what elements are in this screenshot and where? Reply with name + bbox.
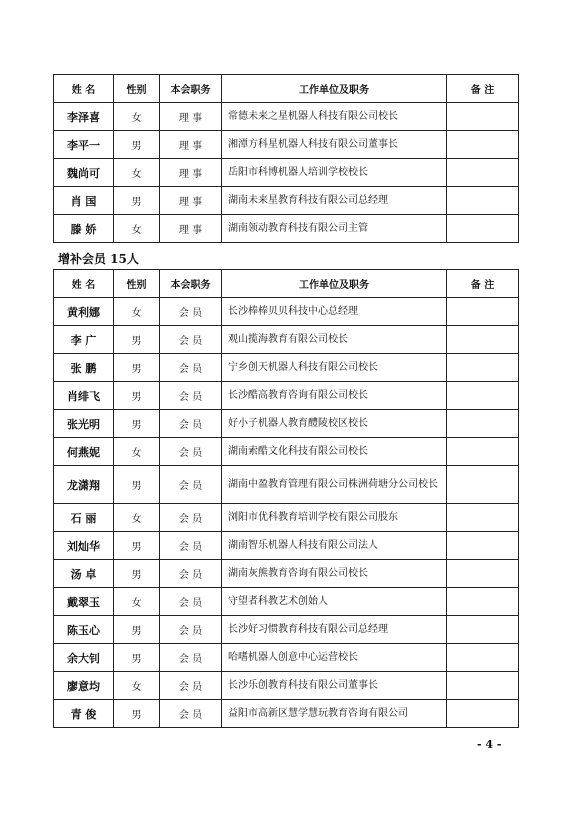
member-role: 理 事 (160, 215, 222, 243)
member-role: 会 员 (160, 532, 222, 560)
member-note (447, 354, 519, 382)
member-gender: 男 (114, 354, 160, 382)
member-org: 哈嗜机器人创意中心运营校长 (222, 644, 447, 672)
member-org: 湖南未来星教育科技有限公司总经理 (222, 187, 447, 215)
table-row (54, 103, 519, 131)
table-row (54, 438, 519, 466)
member-org: 浏阳市优科教育培训学校有限公司股东 (222, 504, 447, 532)
section-title: 增补会员 15人 (58, 252, 139, 266)
member-org: 湘潭方科星机器人科技有限公司董事长 (222, 131, 447, 159)
member-role: 会 员 (160, 298, 222, 326)
member-name: 廖意均 (54, 672, 114, 700)
member-note (447, 700, 519, 728)
member-note (447, 187, 519, 215)
member-org: 湖南中盈教育管理有限公司株洲荷塘分公司校长 (222, 466, 447, 504)
table-row (54, 560, 519, 588)
member-org: 益阳市高新区慧学慧玩教育咨询有限公司 (222, 700, 447, 728)
member-gender: 女 (114, 504, 160, 532)
member-role: 会 员 (160, 410, 222, 438)
page-number: - 4 - (477, 738, 502, 751)
member-org: 湖南智乐机器人科技有限公司法人 (222, 532, 447, 560)
table-row (54, 672, 519, 700)
member-name: 李平一 (54, 131, 114, 159)
member-role: 会 员 (160, 644, 222, 672)
member-gender: 男 (114, 131, 160, 159)
members-table-body (54, 298, 519, 728)
table-row (54, 466, 519, 504)
member-role: 会 员 (160, 382, 222, 410)
table-row (54, 354, 519, 382)
member-role: 会 员 (160, 672, 222, 700)
member-note (447, 616, 519, 644)
table-row (54, 410, 519, 438)
member-gender: 男 (114, 187, 160, 215)
member-gender: 男 (114, 382, 160, 410)
member-role: 会 员 (160, 560, 222, 588)
member-name: 李 广 (54, 326, 114, 354)
member-gender: 女 (114, 103, 160, 131)
member-role: 会 员 (160, 354, 222, 382)
member-role: 理 事 (160, 103, 222, 131)
member-org: 常德未来之星机器人科技有限公司校长 (222, 103, 447, 131)
member-note (447, 672, 519, 700)
table-row (54, 532, 519, 560)
member-note (447, 131, 519, 159)
council-members-table (53, 74, 519, 243)
table-row (54, 159, 519, 187)
member-role: 理 事 (160, 159, 222, 187)
member-gender: 女 (114, 672, 160, 700)
member-name: 汤 卓 (54, 560, 114, 588)
member-gender: 男 (114, 410, 160, 438)
member-name: 青 俊 (54, 700, 114, 728)
council-table-body (54, 103, 519, 243)
header-name: 姓 名 (54, 75, 114, 103)
member-org: 长沙乐创教育科技有限公司董事长 (222, 672, 447, 700)
table-row (54, 616, 519, 644)
member-name: 戴翠玉 (54, 588, 114, 616)
member-name: 肖 国 (54, 187, 114, 215)
member-name: 魏尚可 (54, 159, 114, 187)
header-role: 本会职务 (160, 75, 222, 103)
member-gender: 女 (114, 588, 160, 616)
member-gender: 男 (114, 700, 160, 728)
member-note (447, 159, 519, 187)
table-row (54, 187, 519, 215)
member-name: 张 鹏 (54, 354, 114, 382)
member-role: 会 员 (160, 616, 222, 644)
table-row (54, 298, 519, 326)
member-org: 湖南索酷文化科技有限公司校长 (222, 438, 447, 466)
member-name: 黄利娜 (54, 298, 114, 326)
table-row (54, 215, 519, 243)
table-header-row (54, 75, 519, 103)
header-gender: 性别 (114, 270, 160, 298)
member-org: 长沙好习惯教育科技有限公司总经理 (222, 616, 447, 644)
member-role: 会 员 (160, 700, 222, 728)
member-gender: 男 (114, 616, 160, 644)
member-gender: 男 (114, 466, 160, 504)
member-org: 宁乡创天机器人科技有限公司校长 (222, 354, 447, 382)
member-name: 刘灿华 (54, 532, 114, 560)
member-org: 观山揽海教育有限公司校长 (222, 326, 447, 354)
header-note: 备 注 (447, 75, 519, 103)
table-row (54, 644, 519, 672)
member-gender: 女 (114, 298, 160, 326)
table-row (54, 588, 519, 616)
member-note (447, 560, 519, 588)
member-note (447, 644, 519, 672)
member-name: 余大钊 (54, 644, 114, 672)
member-note (447, 326, 519, 354)
member-name: 滕 娇 (54, 215, 114, 243)
member-name: 肖绯飞 (54, 382, 114, 410)
member-role: 理 事 (160, 131, 222, 159)
table-row (54, 326, 519, 354)
member-note (447, 382, 519, 410)
member-note (447, 103, 519, 131)
member-role: 会 员 (160, 326, 222, 354)
member-gender: 女 (114, 159, 160, 187)
table-row (54, 504, 519, 532)
member-note (447, 504, 519, 532)
member-note (447, 215, 519, 243)
member-role: 会 员 (160, 588, 222, 616)
member-note (447, 588, 519, 616)
member-org: 长沙酷高教育咨询有限公司校长 (222, 382, 447, 410)
member-org: 湖南灰熊教育咨询有限公司校长 (222, 560, 447, 588)
header-org: 工作单位及职务 (222, 75, 447, 103)
table-row (54, 131, 519, 159)
member-name: 李泽喜 (54, 103, 114, 131)
member-name: 龙潇翔 (54, 466, 114, 504)
member-gender: 女 (114, 215, 160, 243)
header-name: 姓 名 (54, 270, 114, 298)
member-note (447, 438, 519, 466)
member-org: 湖南领动教育科技有限公司主管 (222, 215, 447, 243)
member-name: 石 丽 (54, 504, 114, 532)
member-role: 会 员 (160, 504, 222, 532)
member-gender: 男 (114, 560, 160, 588)
member-role: 会 员 (160, 438, 222, 466)
header-role: 本会职务 (160, 270, 222, 298)
table-header-row (54, 270, 519, 298)
member-gender: 男 (114, 326, 160, 354)
member-name: 何燕妮 (54, 438, 114, 466)
member-role: 理 事 (160, 187, 222, 215)
header-org: 工作单位及职务 (222, 270, 447, 298)
member-org: 守望者科教艺术创始人 (222, 588, 447, 616)
member-role: 会 员 (160, 466, 222, 504)
member-gender: 男 (114, 532, 160, 560)
member-note (447, 410, 519, 438)
member-org: 岳阳市科博机器人培训学校校长 (222, 159, 447, 187)
member-note (447, 466, 519, 504)
header-note: 备 注 (447, 270, 519, 298)
member-org: 好小子机器人教育醴陵校区校长 (222, 410, 447, 438)
member-name: 陈玉心 (54, 616, 114, 644)
header-gender: 性别 (114, 75, 160, 103)
member-note (447, 532, 519, 560)
member-org: 长沙棒棒贝贝科技中心总经理 (222, 298, 447, 326)
member-gender: 女 (114, 438, 160, 466)
table-row (54, 700, 519, 728)
member-name: 张光明 (54, 410, 114, 438)
table-row (54, 382, 519, 410)
member-gender: 男 (114, 644, 160, 672)
new-members-table (53, 269, 519, 728)
member-note (447, 298, 519, 326)
